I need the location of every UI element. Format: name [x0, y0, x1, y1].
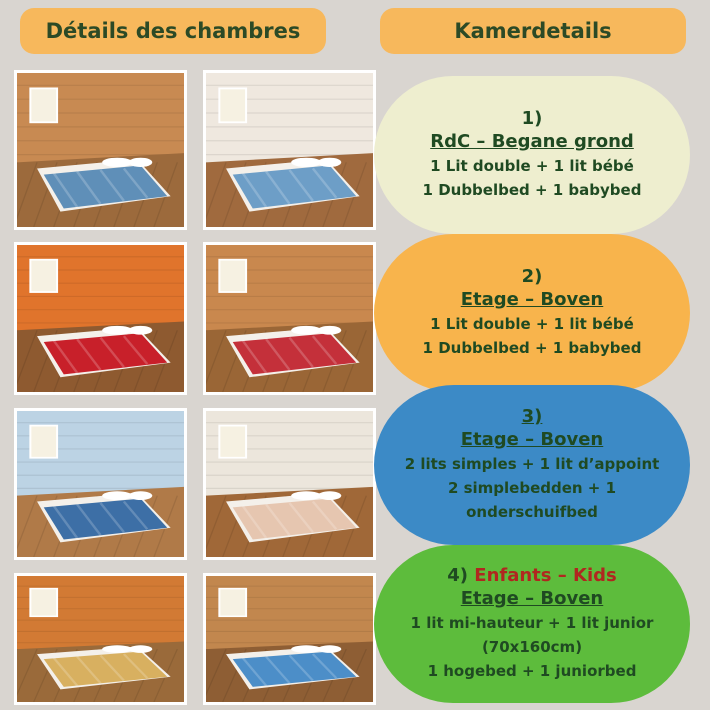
- header-details-nl: Kamerdetails: [380, 8, 686, 54]
- room-2-number: 2): [521, 266, 543, 287]
- room1-babybed-photo: [203, 70, 376, 230]
- room-3-line-nl-1: 2 simplebedden + 1: [447, 479, 617, 497]
- room-2-floor: Etage – Boven: [460, 289, 604, 310]
- room-3-line-fr: 2 lits simples + 1 lit d’appoint: [404, 455, 660, 473]
- room-1-line-nl: 1 Dubbelbed + 1 babybed: [422, 181, 642, 199]
- room-4-kids-label: Enfants – Kids: [474, 565, 617, 586]
- room-1-number: 1): [521, 108, 543, 129]
- room-3-floor: Etage – Boven: [460, 429, 604, 450]
- room-3-card: [374, 385, 690, 545]
- room-4-card: [374, 545, 690, 703]
- room-4-title: [447, 565, 617, 587]
- room-2-line-nl: 1 Dubbelbed + 1 babybed: [422, 339, 642, 357]
- room-1-floor: RdC – Begane grond: [430, 131, 634, 152]
- room2-babybed-photo: [203, 242, 376, 395]
- room-4-floor: Etage – Boven: [460, 588, 604, 609]
- room-1-line-fr: 1 Lit double + 1 lit bébé: [430, 157, 634, 175]
- room-1-card: [374, 76, 690, 234]
- room-2-line-fr: 1 Lit double + 1 lit bébé: [430, 315, 634, 333]
- room1-bed-photo: [14, 70, 187, 230]
- room3-twin-beds-photo: [203, 408, 376, 560]
- header-details-fr: Détails des chambres: [20, 8, 326, 54]
- room-2-card: [374, 234, 690, 392]
- room-3-number: 3): [521, 406, 543, 427]
- room-3-line-nl-2: onderschuifbed: [466, 503, 598, 521]
- room-4-line-nl: 1 hogebed + 1 juniorbed: [427, 662, 637, 680]
- room3-tintin-bed-photo: [14, 408, 187, 560]
- room-4-number: 4): [447, 565, 468, 586]
- room4-canopy-photo: [203, 573, 376, 705]
- room-4-line-fr: 1 lit mi-hauteur + 1 lit junior: [410, 614, 654, 632]
- room4-bunk-photo: [14, 573, 187, 705]
- room2-bed-photo: [14, 242, 187, 395]
- room-4-line-size: (70x160cm): [481, 638, 583, 656]
